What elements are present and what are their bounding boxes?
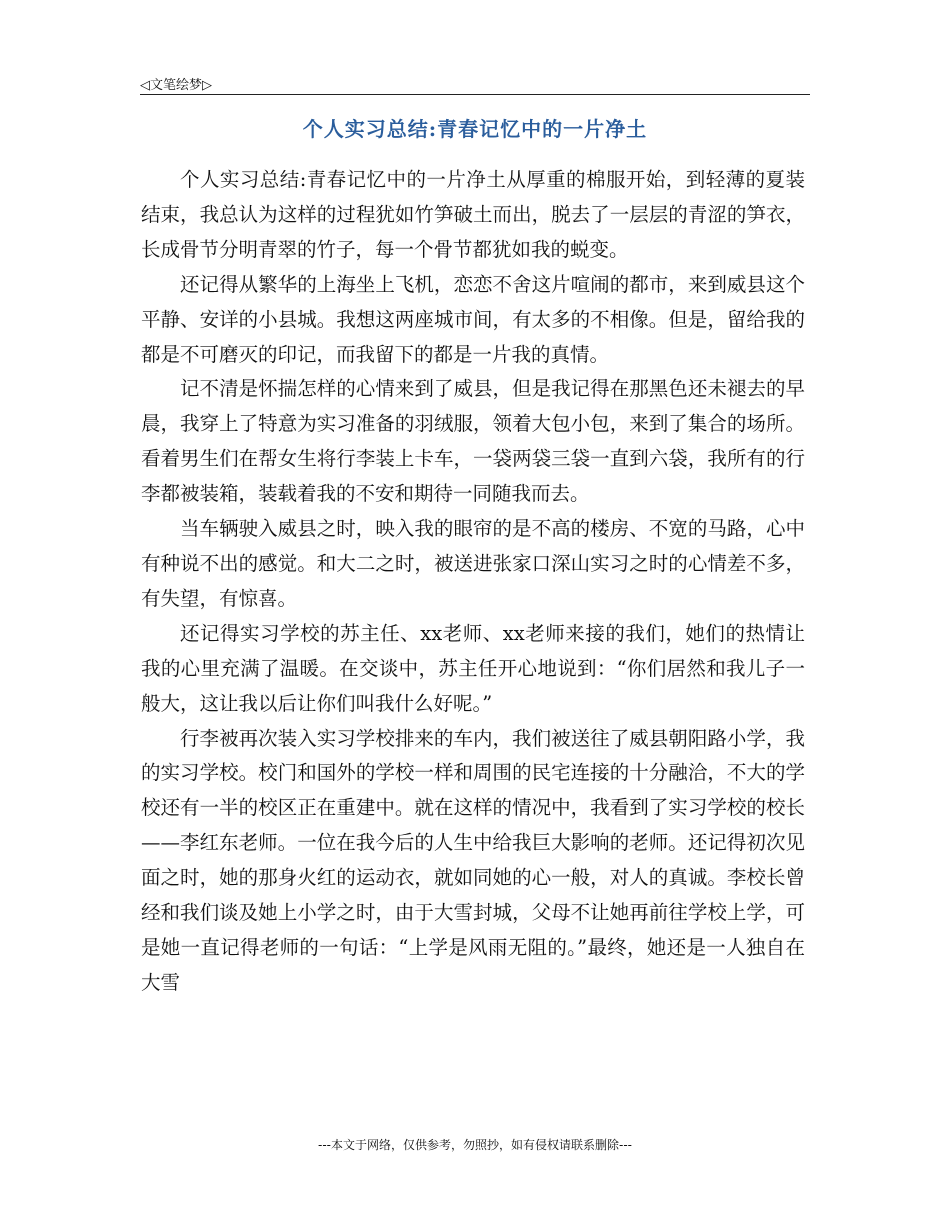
paragraph: 还记得实习学校的苏主任、xx老师、xx老师来接的我们，她们的热情让我的心里充满了温暖。在交谈中，苏主任开心地说到：“你们居然和我儿子一般大，这让我以后让你们叫我什么好呢。”: [141, 621, 805, 715]
paragraph: 当车辆驶入威县之时，映入我的眼帘的是不高的楼房、不宽的马路，心中有种说不出的感觉。和大二之时，被送进张家口深山实习之时的心情差不多，有失望，有惊喜。: [141, 517, 805, 610]
document-body: [141, 163, 805, 1001]
document-title: 个人实习总结:青春记忆中的一片净土: [302, 117, 648, 141]
page-header: [140, 72, 810, 95]
paragraph: 个人实习总结:青春记忆中的一片净土从厚重的棉服开始，到轻薄的夏装结束，我总认为这样的过程犹如竹笋破土而出，脱去了一层层的青涩的笋衣，长成骨节分明青翠的竹子，每一个骨节都犹如我的蜕变。: [141, 168, 805, 261]
paragraph: 记不清是怀揣怎样的心情来到了威县，但是我记得在那黑色还未褪去的早晨，我穿上了特意为实习准备的羽绒服，领着大包小包，来到了集合的场所。看着男生们在帮女生将行李装上卡车，一袋两袋三袋一直到六袋，我所有的行李都被装箱，装载着我的不安和期待一同随我而去。: [141, 377, 805, 506]
page-footer-disclaimer: ---本文于网络，仅供参考，勿照抄，如有侵权请联系删除---: [318, 1138, 632, 1152]
paragraph: 行李被再次装入实习学校排来的车内，我们被送往了威县朝阳路小学，我的实习学校。校门和国外的学校一样和周围的民宅连接的十分融洽，不大的学校还有一半的校区正在重建中。就在这样的情况中，我看到了实习学校的校长——李红东老师。一位在我今后的人生中给我巨大影响的老师。还记得初次见面之时，她的那身火红的运动衣，就如同她的心一般，对人的真诚。李校长曾经和我们谈及她上小学之时，由于大雪封城，父母不让她再前往学校上学，可是她一直记得老师的一句话：“上学是风雨无阻的。”最终，她还是一人独自在大雪: [141, 726, 805, 994]
paragraph: 还记得从繁华的上海坐上飞机，恋恋不舍这片喧闹的都市，来到威县这个平静、安详的小县城。我想这两座城市间，有太多的不相像。但是，留给我的都是不可磨灭的印记，而我留下的都是一片我的真情。: [141, 272, 805, 366]
header-logo-text: ◁文笔绘梦▷: [140, 78, 212, 93]
